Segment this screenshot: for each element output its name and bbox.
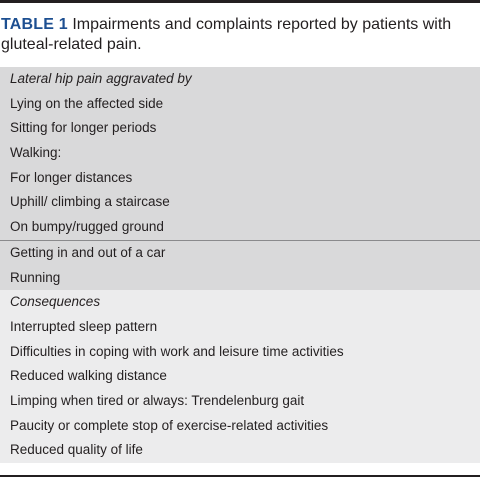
table-row: Uphill/ climbing a staircase xyxy=(10,194,170,210)
table-row: Getting in and out of a car xyxy=(10,244,166,260)
table-row: Running xyxy=(10,269,61,285)
section-lateral-hip-pain xyxy=(0,67,480,240)
section-heading: Lateral hip pain aggravated by xyxy=(10,71,192,86)
table-row: For longer distances xyxy=(10,169,133,185)
bottom-rule xyxy=(0,475,480,477)
table-row: Sitting for longer periods xyxy=(10,120,157,136)
table-row: Reduced walking distance xyxy=(10,368,167,384)
section-activities xyxy=(0,241,480,290)
table-row: Lying on the affected side xyxy=(10,95,164,111)
table-row: Paucity or complete stop of exercise-related activities xyxy=(10,417,329,433)
section-consequences xyxy=(0,290,480,463)
table-caption xyxy=(1,15,471,55)
table-row: Walking: xyxy=(10,145,62,161)
table-row: Difficulties in coping with work and leisure time activities xyxy=(10,343,344,359)
table-row: Reduced quality of life xyxy=(10,442,143,458)
top-rule xyxy=(0,0,480,3)
table-caption-text: Impairments and complaints reported by patients with gluteal-related pain. xyxy=(1,16,452,53)
table-row: Limping when tired or always: Trendelenburg gait xyxy=(10,392,305,408)
table xyxy=(0,67,480,463)
table-label: TABLE 1 xyxy=(1,16,68,33)
table-row: Interrupted sleep pattern xyxy=(10,318,158,334)
section-heading: Consequences xyxy=(10,294,101,310)
table-row: On bumpy/rugged ground xyxy=(10,219,164,235)
